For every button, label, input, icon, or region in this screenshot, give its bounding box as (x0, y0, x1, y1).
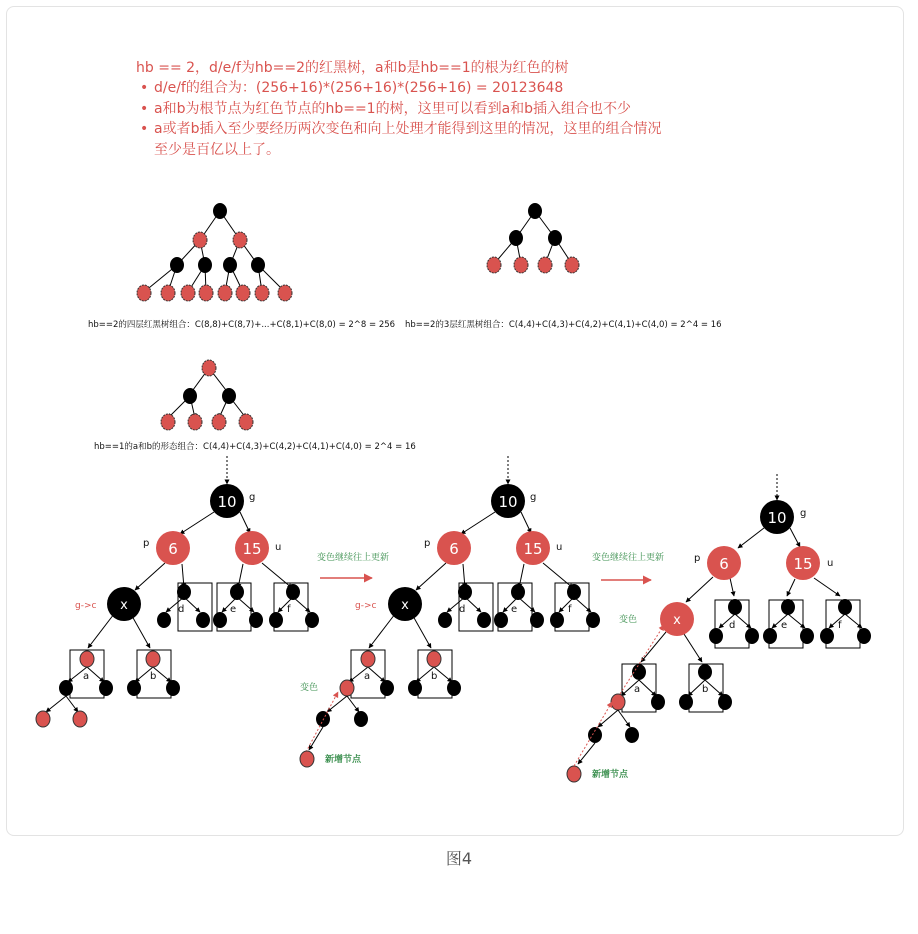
recolor-up-label: 变色继续往上更新 (317, 553, 390, 563)
label-p: p (694, 553, 701, 564)
black-node (269, 612, 283, 628)
red-node (611, 694, 625, 710)
red-node (80, 651, 94, 667)
black-node (550, 612, 564, 628)
black-node (380, 680, 394, 696)
node-x-value: x (673, 613, 681, 628)
black-node (316, 711, 330, 727)
notes-item: • a和b为根节点为红色节点的hb==1的树，这里可以看到a和b插入组合也不少 (154, 99, 674, 120)
label-e: e (781, 620, 788, 631)
red-node (487, 257, 501, 273)
black-node (249, 612, 263, 628)
notes-item: • d/e/f的组合为：(256+16)*(256+16)*(256+16) = 20123648 (154, 78, 674, 99)
black-node (177, 584, 191, 600)
transition-arrow-1 (317, 551, 389, 578)
node-x-value: x (401, 598, 409, 613)
node-x-value: x (120, 598, 128, 613)
node-p-value: 6 (168, 540, 178, 558)
red-node (193, 232, 207, 248)
three-layer-caption: hb==2的3层红黑树组合：C(4,4)+C(4,3)+C(4,2)+C(4,1)+C(4,0) = 2^4 = 16 (405, 320, 722, 330)
black-node (511, 584, 525, 600)
black-node (494, 612, 508, 628)
node-p-value: 6 (449, 540, 459, 558)
three-layer-nodes (487, 203, 579, 273)
black-node (59, 680, 73, 696)
black-node (718, 694, 732, 710)
black-node (305, 612, 319, 628)
label-e: e (230, 604, 237, 615)
label-a: a (364, 671, 371, 682)
red-node (340, 680, 354, 696)
black-node (509, 230, 523, 246)
red-node (161, 414, 175, 430)
label-u: u (275, 542, 282, 553)
red-node (514, 257, 528, 273)
black-node (408, 680, 422, 696)
red-node (137, 285, 151, 301)
black-node (651, 694, 665, 710)
bottom-tree-2 (300, 456, 600, 767)
bottom-tree-3 (567, 474, 871, 782)
red-node (36, 711, 50, 727)
label-g: g (249, 492, 256, 503)
black-node (286, 584, 300, 600)
recolor-label: 变色 (300, 683, 319, 693)
black-node (251, 257, 265, 273)
red-node (161, 285, 175, 301)
black-node (157, 612, 171, 628)
black-node (781, 599, 795, 615)
node-u-value: 15 (523, 540, 543, 558)
label-f: f (838, 620, 842, 631)
black-node (458, 584, 472, 600)
hb1-caption: hb==1的a和b的形态组合：C(4,4)+C(4,3)+C(4,2)+C(4,1)+C(4,0) = 2^4 = 16 (94, 442, 416, 452)
figure-caption: 图4 (445, 849, 473, 868)
red-node (236, 285, 250, 301)
red-node (202, 360, 216, 376)
red-node (233, 232, 247, 248)
four-layer-tree (144, 211, 285, 292)
black-node (586, 612, 600, 628)
black-node (477, 612, 491, 628)
label-f: f (568, 604, 572, 615)
black-node (528, 203, 542, 219)
label-u: u (827, 558, 834, 569)
node-g-value: 10 (498, 493, 518, 511)
label-b: b (150, 671, 157, 682)
label-g: g (800, 508, 807, 519)
node-g-value: 10 (767, 509, 787, 527)
new-node-label: 新增节点 (325, 755, 362, 765)
black-node (230, 584, 244, 600)
four-layer-nodes (137, 203, 292, 301)
bottom-tree-1 (36, 456, 319, 727)
black-node (447, 680, 461, 696)
label-p: p (424, 538, 431, 549)
red-node (181, 285, 195, 301)
red-node (255, 285, 269, 301)
red-node (188, 414, 202, 430)
new-red-node (567, 766, 581, 782)
label-d: d (178, 604, 185, 615)
black-node (709, 628, 723, 644)
red-node (73, 711, 87, 727)
black-node (728, 599, 742, 615)
black-node (170, 257, 184, 273)
new-node-label: 新增节点 (592, 770, 629, 780)
black-node (213, 203, 227, 219)
four-layer-caption: hb==2的四层红黑树组合：C(8,8)+C(8,7)+...+C(8,1)+C(8,0) = 2^8 = 256 (88, 320, 396, 330)
black-node (679, 694, 693, 710)
black-node (800, 628, 814, 644)
black-node (530, 612, 544, 628)
notes-item: • a或者b插入至少要经历两次变色和向上处理才能得到这里的情况，这里的组合情况至少是百亿以上了。 (154, 119, 674, 160)
notes-title: hb == 2，d/e/f为hb==2的红黑树，a和b是hb==1的根为红色的树 (136, 60, 569, 76)
black-node (223, 257, 237, 273)
g-to-c-label: g->c (355, 601, 377, 611)
label-b: b (702, 684, 709, 695)
transition-arrow-2 (592, 551, 664, 580)
black-node (198, 257, 212, 273)
red-node (278, 285, 292, 301)
black-node (354, 711, 368, 727)
hb1-nodes (161, 360, 253, 430)
black-node (745, 628, 759, 644)
red-node (239, 414, 253, 430)
red-node (538, 257, 552, 273)
red-node (146, 651, 160, 667)
black-node (438, 612, 452, 628)
black-node (166, 680, 180, 696)
red-node (427, 651, 441, 667)
black-node (567, 584, 581, 600)
black-node (838, 599, 852, 615)
recolor-label: 变色 (619, 615, 638, 625)
black-node (222, 388, 236, 404)
label-f: f (287, 604, 291, 615)
black-node (625, 727, 639, 743)
red-node (212, 414, 226, 430)
red-node (565, 257, 579, 273)
red-node (361, 651, 375, 667)
node-u-value: 15 (242, 540, 262, 558)
black-node (183, 388, 197, 404)
black-node (698, 664, 712, 680)
label-a: a (634, 684, 641, 695)
black-node (632, 664, 646, 680)
black-node (127, 680, 141, 696)
black-node (548, 230, 562, 246)
label-a: a (83, 671, 90, 682)
g-to-c-label: g->c (75, 601, 97, 611)
new-red-node (300, 751, 314, 767)
black-node (820, 628, 834, 644)
label-p: p (143, 538, 150, 549)
node-p-value: 6 (719, 555, 729, 573)
black-node (857, 628, 871, 644)
black-node (763, 628, 777, 644)
red-node (218, 285, 232, 301)
black-node (99, 680, 113, 696)
label-e: e (511, 604, 518, 615)
node-u-value: 15 (793, 555, 813, 573)
black-node (588, 727, 602, 743)
black-node (196, 612, 210, 628)
label-u: u (556, 542, 563, 553)
red-node (199, 285, 213, 301)
label-d: d (729, 620, 736, 631)
label-g: g (530, 492, 537, 503)
label-b: b (431, 671, 438, 682)
black-node (213, 612, 227, 628)
label-d: d (459, 604, 466, 615)
recolor-up-label: 变色继续往上更新 (592, 553, 665, 563)
node-g-value: 10 (217, 493, 237, 511)
